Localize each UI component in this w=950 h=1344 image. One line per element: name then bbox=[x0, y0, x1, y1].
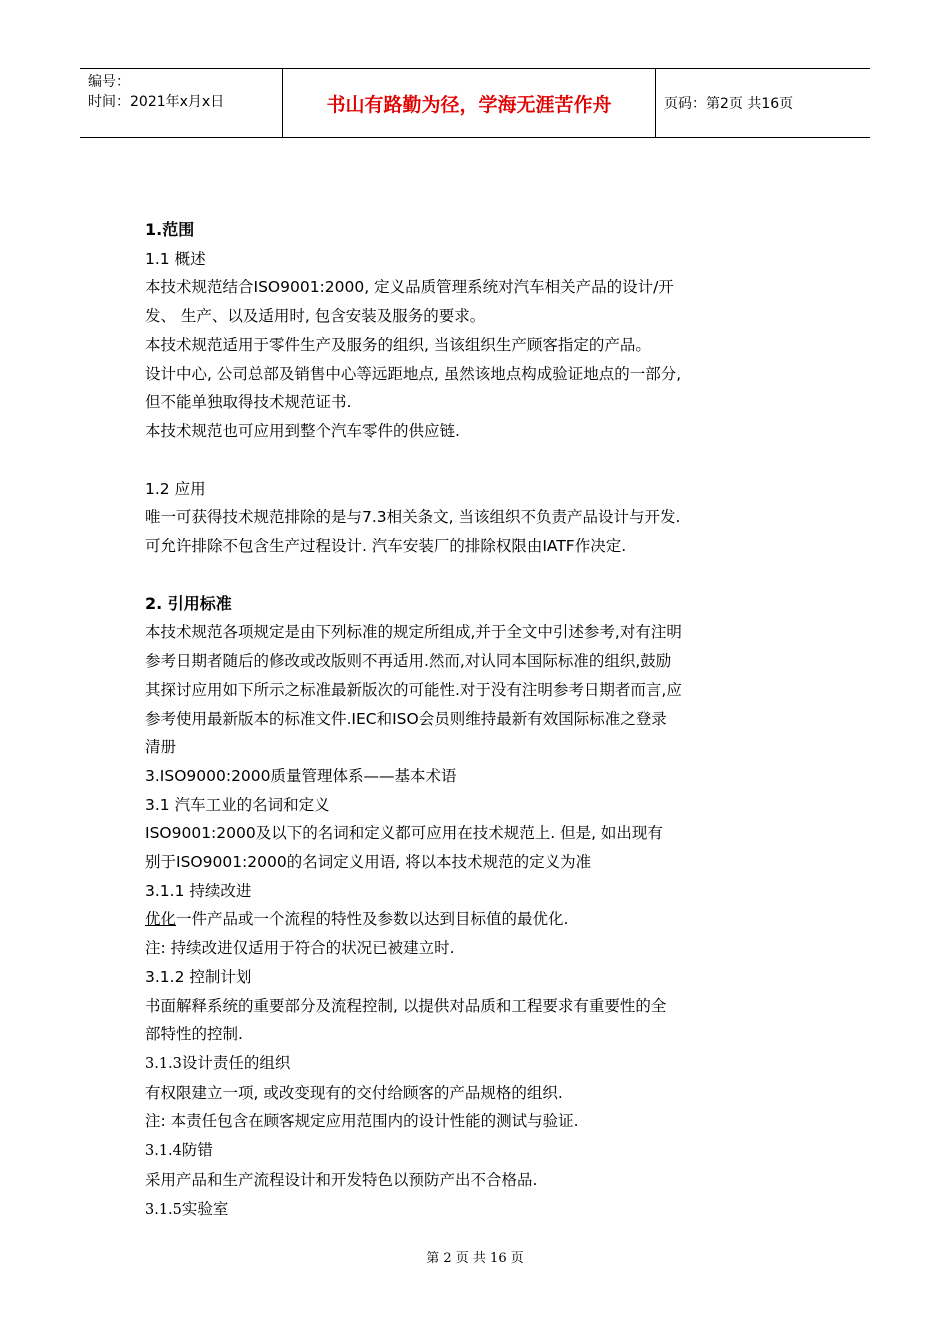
document-body bbox=[145, 216, 825, 1224]
paragraph: 书面解释系统的重要部分及流程控制, 以提供对品质和工程要求有重要性的全 bbox=[145, 996, 667, 1015]
section-3-1-3-title bbox=[145, 1049, 825, 1079]
header-motto: 书山有路勤为径，学海无涯苦作舟 bbox=[326, 93, 612, 116]
paragraph: 设计中心, 公司总部及销售中心等远距地点, 虽然该地点构成验证地点的一部分, bbox=[145, 364, 682, 383]
page-header bbox=[80, 68, 870, 138]
section-number: 3.1.4 bbox=[145, 1143, 182, 1160]
paragraph: 但不能单独取得技术规范证书. bbox=[145, 393, 352, 412]
paragraph bbox=[145, 905, 825, 934]
paragraph: 本技术规范各项规定是由下列标准的规定所组成,并于全文中引述参考,对有注明 bbox=[145, 623, 682, 642]
paragraph: 注: 本责任包含在顾客规定应用范围内的设计性能的测试与验证. bbox=[145, 1112, 579, 1131]
section-1-1-title: 1.1 概述 bbox=[145, 249, 206, 268]
page-footer: 第 2 页 共 16 页 bbox=[426, 1251, 524, 1266]
section-3-1-1-title: 3.1.1 持续改进 bbox=[145, 881, 252, 900]
spacer bbox=[145, 446, 825, 475]
paragraph: 注: 持续改进仅适用于符合的状况已被建立时. bbox=[145, 939, 455, 958]
paragraph-text: 一件产品或一个流程的特性及参数以达到目标值的最优化. bbox=[176, 910, 569, 929]
section-3-title: 3.ISO9000:2000质量管理体系——基本术语 bbox=[145, 766, 457, 785]
header-time: 时间：2021年x月x日 bbox=[88, 94, 225, 110]
section-3-1-2-title: 3.1.2 控制计划 bbox=[145, 967, 252, 986]
section-title-text: 设计责任的组织 bbox=[181, 1053, 291, 1072]
section-2-title: 2. 引用标准 bbox=[145, 593, 232, 613]
section-title-text: 防错 bbox=[181, 1141, 213, 1160]
paragraph: 发、 生产、以及适用时, 包含安装及服务的要求。 bbox=[145, 307, 486, 326]
paragraph: 参考日期者随后的修改或改版则不再适用.然而,对认同本国际标准的组织,鼓励 bbox=[145, 652, 672, 671]
paragraph: ISO9001:2000及以下的名词和定义都可应用在技术规范上. 但是, 如出现有 bbox=[145, 824, 663, 843]
paragraph: 有权限建立一项, 或改变现有的交付给顾客的产品规格的组织. bbox=[145, 1083, 563, 1102]
paragraph: 采用产品和生产流程设计和开发特色以预防产出不合格品. bbox=[145, 1170, 538, 1189]
paragraph: 本技术规范结合ISO9001:2000, 定义品质管理系统对汽车相关产品的设计/开 bbox=[145, 278, 674, 297]
paragraph: 本技术规范适用于零件生产及服务的组织, 当该组织生产顾客指定的产品。 bbox=[145, 335, 651, 354]
section-3-1-title: 3.1 汽车工业的名词和定义 bbox=[145, 795, 330, 814]
header-page-info: 页码：第2页 共16页 bbox=[664, 96, 794, 112]
section-3-1-4-title bbox=[145, 1136, 825, 1166]
paragraph: 其探讨应用如下所示之标准最新版次的可能性.对于没有注明参考日期者而言,应 bbox=[145, 680, 682, 699]
paragraph: 部特性的控制. bbox=[145, 1025, 243, 1044]
header-meta bbox=[80, 69, 282, 137]
paragraph: 本技术规范也可应用到整个汽车零件的供应链. bbox=[145, 421, 460, 440]
paragraph: 别于ISO9001:2000的名词定义用语, 将以本技术规范的定义为准 bbox=[145, 853, 592, 872]
section-title-text: 实验室 bbox=[181, 1199, 229, 1218]
section-1-title: 1.范围 bbox=[145, 220, 195, 239]
section-3-1-5-title bbox=[145, 1195, 825, 1225]
paragraph: 清册 bbox=[145, 738, 177, 757]
paragraph: 参考使用最新版本的标准文件.IEC和ISO会员则维持最新有效国际标准之登录 bbox=[145, 709, 667, 728]
paragraph: 唯一可获得技术规范排除的是与7.3相关条文, 当该组织不负责产品设计与开发. bbox=[145, 508, 681, 527]
header-motto-cell bbox=[282, 69, 656, 137]
section-number: 3.1.3 bbox=[145, 1055, 182, 1072]
underlined-term: 优化 bbox=[145, 910, 177, 929]
header-number: 编号： bbox=[88, 74, 130, 90]
spacer bbox=[145, 561, 825, 590]
section-number: 3.1.5 bbox=[145, 1201, 182, 1218]
section-1-2-title: 1.2 应用 bbox=[145, 479, 206, 498]
paragraph: 可允许排除不包含生产过程设计. 汽车安装厂的排除权限由IATF作决定. bbox=[145, 537, 627, 556]
